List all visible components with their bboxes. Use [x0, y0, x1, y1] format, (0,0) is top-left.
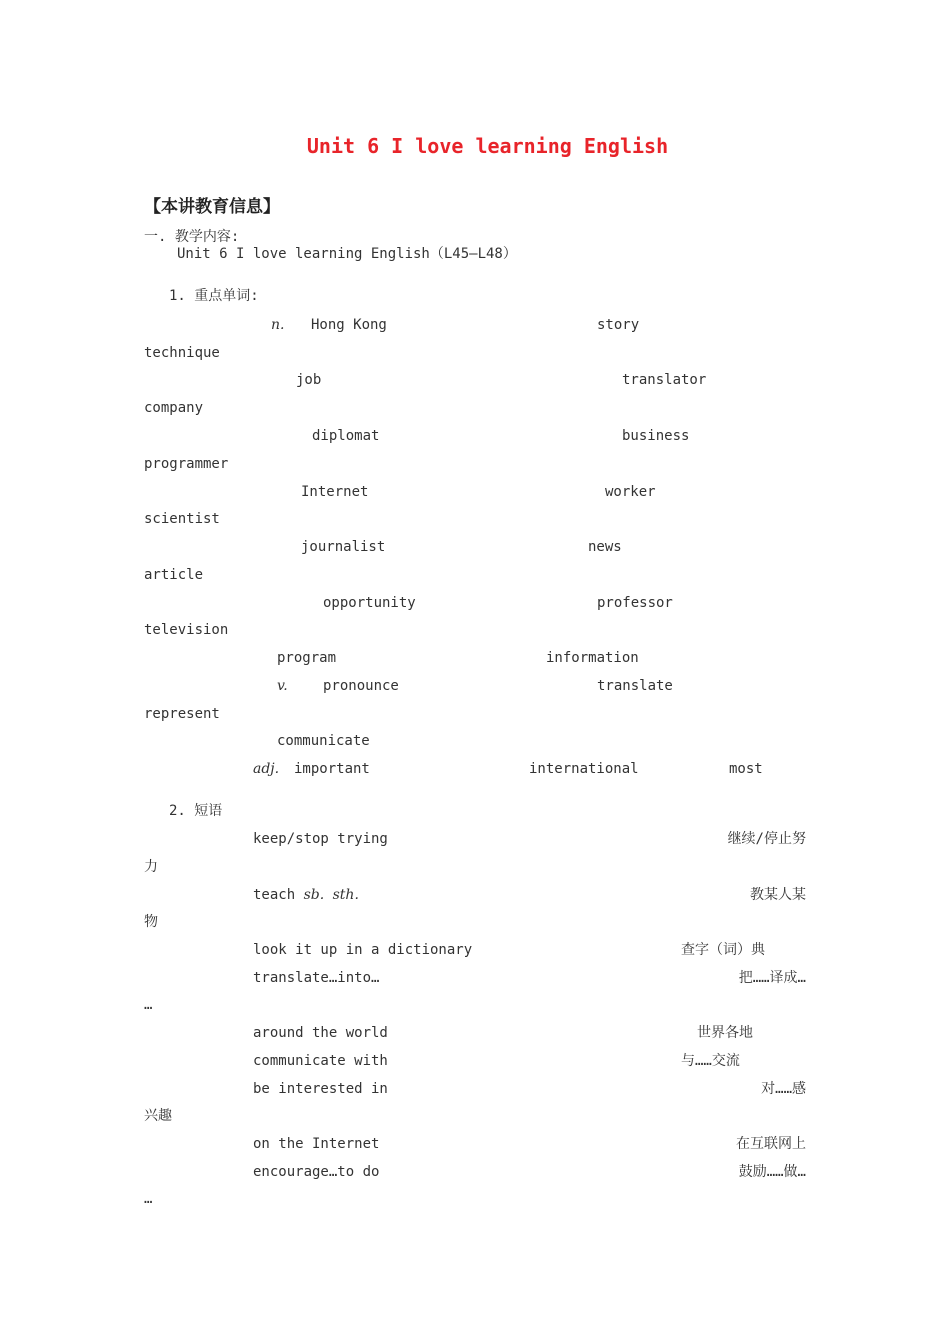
word-news: news: [588, 539, 622, 555]
word-represent: represent: [144, 706, 220, 722]
phrase-2-zh: 教某人某: [750, 887, 806, 903]
word-scientist: scientist: [144, 511, 220, 527]
vocab-heading: 1. 重点单词:: [169, 288, 259, 304]
content-text: Unit 6 I love learning English（L45—L48）: [177, 246, 517, 262]
word-story: story: [597, 317, 640, 333]
phrase-4-en: translate…into…: [253, 970, 380, 986]
phrase-5-en: around the world: [253, 1025, 388, 1041]
word-opportunity: opportunity: [323, 595, 416, 611]
phrase-1-zh: 继续/停止努: [727, 831, 806, 847]
section-heading: 【本讲教育信息】: [144, 197, 280, 217]
phrase-1-en: keep/stop trying: [253, 831, 388, 847]
phrase-heading: 2. 短语: [169, 803, 223, 819]
word-important: important: [294, 761, 370, 777]
word-job: job: [296, 372, 322, 388]
word-technique: technique: [144, 345, 220, 361]
phrase-1-cont: 力: [144, 859, 158, 875]
phrase-5-zh: 世界各地: [697, 1025, 753, 1041]
word-article: article: [144, 567, 204, 583]
word-business: business: [622, 428, 690, 444]
word-journalist: journalist: [301, 539, 386, 555]
word-company: company: [144, 400, 204, 416]
phrase-2-en: [253, 887, 359, 903]
phrase-8-zh: 在互联网上: [736, 1136, 806, 1152]
phrase-9-en: encourage…to do: [253, 1164, 380, 1180]
phrase-6-en: communicate with: [253, 1053, 388, 1069]
word-hong-kong: Hong Kong: [311, 317, 387, 333]
word-internet: Internet: [301, 484, 369, 500]
word-diplomat: diplomat: [312, 428, 380, 444]
pos-adj: adj.: [253, 761, 280, 777]
pos-noun: n.: [271, 317, 285, 333]
phrase-9-zh: 鼓励……做…: [738, 1164, 806, 1180]
content-label: 一. 教学内容:: [144, 229, 240, 245]
word-worker: worker: [605, 484, 656, 500]
phrase-4-zh: 把……译成…: [738, 970, 806, 986]
word-most: most: [729, 761, 763, 777]
phrase-2-sth: sth.: [332, 887, 359, 903]
pos-verb: v.: [277, 678, 288, 694]
phrase-6-zh: 与……交流: [681, 1053, 740, 1069]
word-information: information: [546, 650, 639, 666]
word-programmer: programmer: [144, 456, 229, 472]
phrase-9-cont: …: [144, 1191, 153, 1207]
phrase-3-en: look it up in a dictionary: [253, 942, 473, 958]
phrase-3-zh: 查字（词）典: [681, 942, 765, 958]
document-title: Unit 6 I love learning English: [306, 134, 669, 158]
phrase-8-en: on the Internet: [253, 1136, 380, 1152]
phrase-2-cont: 物: [144, 914, 158, 930]
word-international: international: [529, 761, 639, 777]
word-pronounce: pronounce: [323, 678, 399, 694]
word-translator: translator: [622, 372, 707, 388]
phrase-7-cont: 兴趣: [144, 1108, 172, 1124]
phrase-7-zh: 对……感: [761, 1081, 806, 1097]
word-professor: professor: [597, 595, 673, 611]
phrase-7-en: be interested in: [253, 1081, 388, 1097]
phrase-2-sb: sb.: [303, 887, 325, 903]
phrase-2-teach: teach: [253, 887, 304, 903]
phrase-4-cont: …: [144, 997, 153, 1013]
word-translate: translate: [597, 678, 673, 694]
word-television: television: [144, 622, 229, 638]
word-program: program: [277, 650, 337, 666]
word-communicate: communicate: [277, 733, 370, 749]
